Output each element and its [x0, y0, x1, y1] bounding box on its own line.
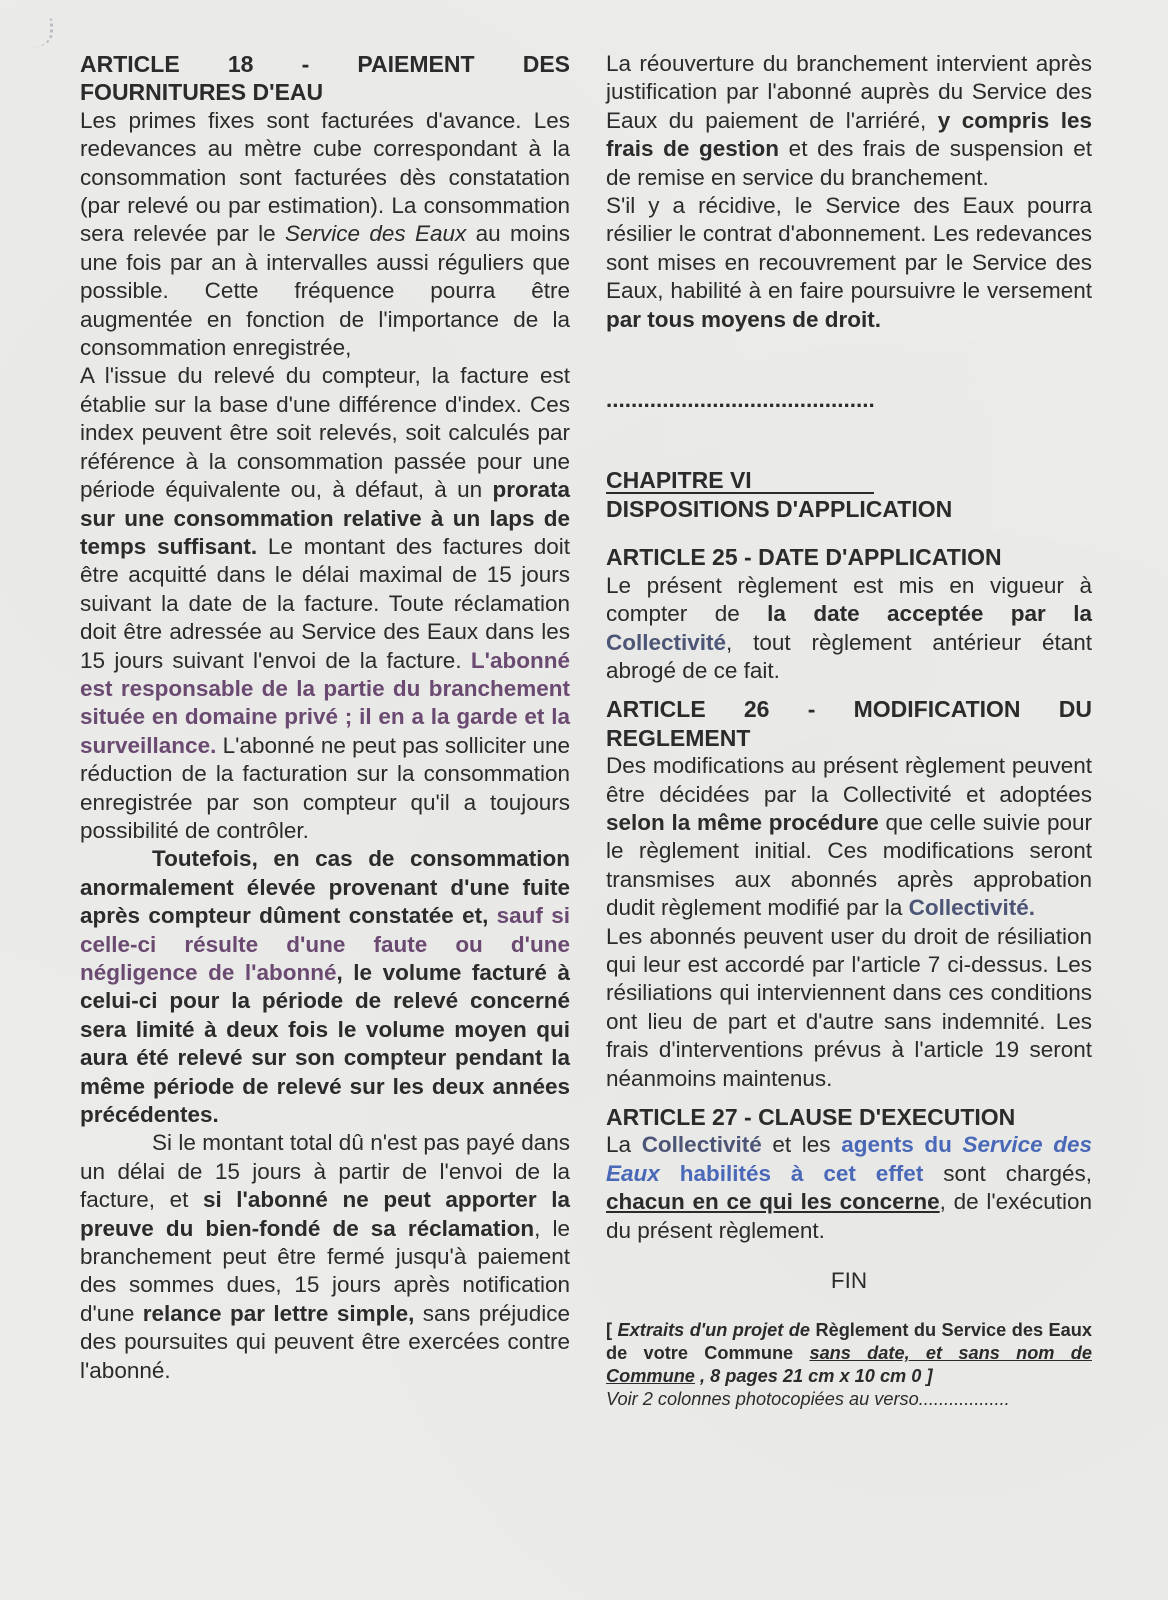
right-column: [606, 50, 1092, 1411]
text: L'abonné ne peut pas solliciter une réduction de la facturation sur la consommation enregistrée par son compteur qu'il a toujours possibilité de contrôler.: [80, 732, 570, 843]
text: Des modifications au présent règlement peuvent être décidées par la Collectivité et adoptées: [606, 753, 1092, 807]
text: et les: [761, 1132, 842, 1158]
text: , le branchement peut être fermé jusqu'à paiement des sommes dues, 15 jours après notification d'une: [80, 1215, 570, 1326]
bold-text: relance par lettre simple,: [142, 1300, 415, 1326]
left-column: [80, 50, 570, 1385]
article-26-title-line2: REGLEMENT: [606, 724, 751, 751]
italic-text: Service des Eaux: [284, 221, 467, 247]
bold-text: Règlement du Service des Eaux de votre Commune: [606, 1320, 1092, 1364]
text: La: [606, 1132, 642, 1158]
bold-text: Toutefois, en cas de consommation anormalement élevée provenant d'une fuite après compteur dûment constatée et,: [80, 846, 570, 929]
end-marker: FIN: [830, 1268, 868, 1294]
source-note-verso: Voir 2 colonnes photocopiées au verso..................: [606, 1389, 1010, 1410]
article-18-paragraph-3: [80, 845, 570, 1129]
article-27-paragraph: [606, 1131, 1092, 1245]
highlighted-text: agents du: [841, 1132, 963, 1158]
title-word: ARTICLE: [80, 51, 180, 77]
bold-text: y compris les frais de gestion: [606, 107, 1093, 162]
spacer: [606, 1093, 1092, 1103]
text: S'il y a récidive, le Service des Eaux pourra résilier le contrat d'abonnement. Les redevances sont mises en recouvrement par le Service des Eaux, habilité à en faire poursuivre le versement: [606, 193, 1092, 304]
spacer: [606, 334, 1092, 386]
underlined-text: chacun en ce qui les concerne: [606, 1189, 940, 1215]
article-25-paragraph: [606, 572, 1092, 686]
bold-text: par tous moyens de droit.: [606, 306, 882, 332]
title-word: MODIFICATION: [853, 696, 1021, 723]
text: que celle suivie pour le règlement initial. Ces modifications seront transmises aux abonnés après approbation dudit règlement modifié par la: [606, 809, 1092, 921]
recidive-paragraph: [606, 192, 1092, 334]
article-25-title: ARTICLE 25 - DATE D'APPLICATION: [606, 544, 1002, 571]
highlighted-text: Collectivité.: [908, 895, 1035, 921]
source-note-line: [606, 1319, 1092, 1388]
title-word: -: [301, 51, 310, 77]
article-18-paragraph-4: [80, 1129, 570, 1385]
title-word: DES: [522, 51, 570, 77]
title-word: -: [807, 696, 816, 723]
article-26-title: [606, 695, 1092, 723]
text: Le montant des factures doit être acquitté dans le délai maximal de 15 jours suivant la date de la facture. Toute réclamation doit être adressée au Service des Eaux dans les 15 jours suivant l'envoi de la facture.: [80, 533, 571, 673]
highlighted-text: sauf si celle-ci résulte d'une faute ou d'une négligence de l'abonné: [80, 903, 570, 985]
title-word: PAIEMENT: [357, 51, 475, 77]
spacer: [606, 523, 1092, 543]
italic-text: , 8 pages 21 cm x 10 cm 0 ]: [694, 1366, 933, 1387]
chapter-title: DISPOSITIONS D'APPLICATION: [606, 495, 953, 522]
article-27-title: ARTICLE 27 - CLAUSE D'EXECUTION: [606, 1104, 1016, 1130]
underlined-text: sans date, et sans nom de Commune: [606, 1343, 1092, 1387]
title-word: ARTICLE: [606, 696, 706, 723]
text: , tout règlement antérieur étant abrogé de ce fait.: [606, 629, 1092, 683]
dotted-separator: ...........................................: [606, 387, 875, 413]
chapter-number: [606, 466, 1092, 494]
bold-text: prorata sur une consommation relative à un laps de temps suffisant.: [80, 477, 570, 559]
text: sans préjudice des poursuites qui peuvent être exercées contre l'abonné.: [80, 1300, 571, 1383]
article-18-paragraph-2: [80, 362, 570, 845]
title-word: 18: [227, 51, 254, 77]
bold-text: la date acceptée par la: [767, 601, 1092, 627]
spacer: [606, 414, 1092, 466]
text: La réouverture du branchement intervient après justification par l'abonné auprès du Service des Eaux du paiement de l'arriéré,: [606, 51, 1092, 133]
article-18-title-line2: FOURNITURES D'EAU: [80, 79, 324, 106]
highlighted-text: Collectivité: [606, 629, 727, 655]
reopening-paragraph: [606, 50, 1092, 192]
highlighted-text: habilités à cet effet: [659, 1160, 924, 1186]
article-26-paragraph-2: Les abonnés peuvent user du droit de résiliation qui leur est accordé par l'article 7 ci-dessus. Les résiliations qui interviennent dans ces conditions ont lieu de part et d'autre sans indemnité. Les frais d'interventions prévus à l'article 19 seront néanmoins maintenus.: [606, 923, 1092, 1091]
spacer: [606, 685, 1092, 695]
text: Les primes fixes sont facturées d'avance. Les redevances au mètre cube correspondant à la consommation sont facturées dès constatation (par relevé ou par estimation). La consommation sera relevée par le: [80, 107, 570, 247]
text: Si le montant total dû n'est pas payé dans un délai de 15 jours à partir de l'envoi de la facture, et: [80, 1130, 570, 1213]
bold-text: , le volume facturé à celui-ci pour la période de relevé concerné sera limité à deux fois le volume moyen qui aura été relevé sur son compteur pendant la même période de relevé sur les deux années précédentes.: [80, 960, 570, 1128]
chapter-label: CHAPITRE VI: [606, 468, 874, 494]
text: A l'issue du relevé du compteur, la facture est établie sur la base d'une différence d'index. Ces index peuvent être soit relevés, soit calculés par référence à la consommation passée pour une période équivalente ou, à défaut, à un: [80, 363, 570, 503]
bracket: [: [606, 1320, 618, 1341]
title-word: 26: [743, 696, 770, 723]
scan-artifact: [8, 18, 53, 48]
italic-text: Extraits d'un projet de: [617, 1320, 810, 1341]
text: au moins une fois par an à intervalles aussi réguliers que possible. Cette fréquence pourra être augmentée en fonction de l'importance de la consommation enregistrée,: [80, 221, 570, 361]
text: sont chargés,: [923, 1160, 1092, 1186]
highlighted-italic-text: Service des Eaux: [606, 1132, 1093, 1186]
article-18-title: [80, 50, 570, 78]
text: et des frais de suspension et de remise en service du branchement.: [606, 136, 1092, 190]
bold-text: selon la même procédure: [606, 809, 879, 835]
text: Le présent règlement est mis en vigueur à compter de: [606, 572, 1092, 627]
title-word: DU: [1058, 696, 1092, 723]
highlighted-text: L'abonné est responsable de la partie du branchement située en domaine privé ; il en a la garde et la surveillance.: [80, 647, 570, 758]
highlighted-text: Collectivité: [641, 1132, 762, 1158]
source-note: [606, 1319, 1092, 1411]
article-26-paragraph-1: [606, 752, 1092, 922]
article-18-paragraph-1: [80, 107, 570, 363]
text: , de l'exécution du présent règlement.: [606, 1189, 1092, 1243]
bold-text: si l'abonné ne peut apporter la preuve du bien-fondé de sa réclamation: [80, 1187, 571, 1241]
